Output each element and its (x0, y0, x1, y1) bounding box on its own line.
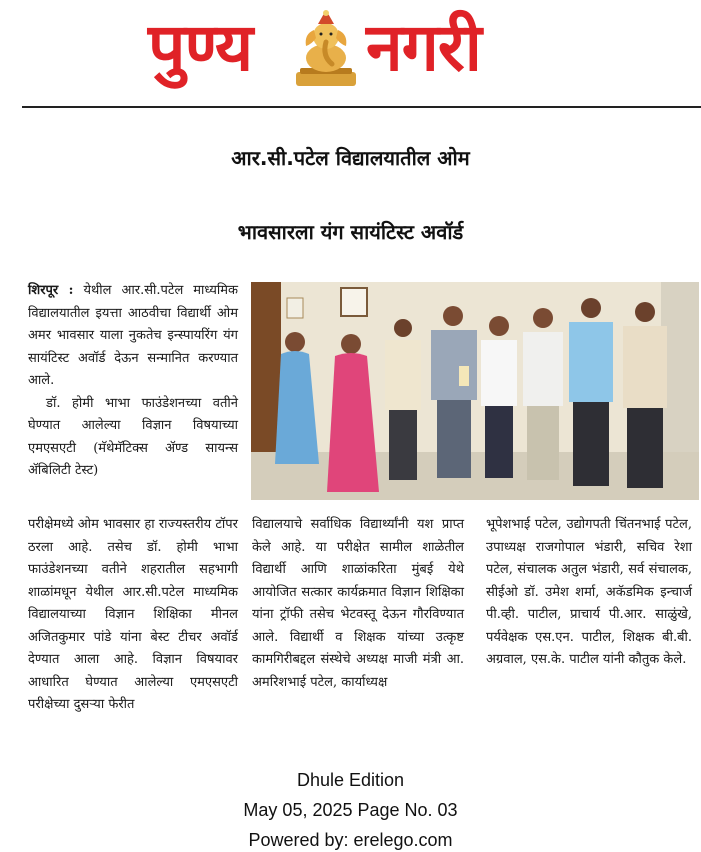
footer-edition: Dhule Edition (296, 770, 405, 790)
masthead-left-word: पुण्य (148, 9, 253, 86)
article-paragraph-2: डॉ. होमी भाभा फाउंडेशनच्या वतीने घेण्यात आलेल्या विज्ञान विषयाच्या एमएसएटी (मॅथेमॅटिक्स ॲण्ड सायन्स ॲबिलिटी टेस्ट) (28, 395, 238, 478)
group-photo-icon (251, 282, 699, 500)
article-column-2: विद्यालयाचे सर्वाधिक विद्यार्थ्यांनी यश प्राप्त केले आहे. या परीक्षेत सामील शाळेतील विद्यार्थी आणि शाळांकरिता मुंबई येथे आयोजित सत्कार कार्यक्रमात विज्ञान शिक्षिका यांना ट्रॉफी तसेच भेटवस्तू देऊन गौरविण्यात आले. विद्यार्थी व शिक्षक यांच्या उत्कृष्ट कामगिरीबद्दल संस्थेचे अध्यक्ष माजी मंत्री आ. अमरिशभाई पटेल, कार्याध्यक्ष (252, 517, 464, 690)
masthead-rule (22, 106, 701, 108)
article-intro-text: येथील आर.सी.पटेल माध्यमिक विद्यालयातील इयत्ता आठवीचा विद्यार्थी ओम अमर भावसार याला नुकतेच इन्स्पायरिंग यंग सायंटिस्ट अवॉर्ड देऊन सन्मानित करण्यात आले. (28, 283, 238, 388)
footer-date-page: May 05, 2025 Page No. 03 (243, 800, 458, 820)
masthead-right-word: नगरी (366, 9, 481, 86)
article-column-1-top (28, 280, 238, 483)
article-column-3: भूपेशभाई पटेल, उद्योगपती चिंतनभाई पटेल, उपाध्यक्ष राजगोपाल भंडारी, सचिव रेशा पटेल, संचालक अतुल भंडारी, सर्व संचालक, सीईओ डॉ. उमेश शर्मा, अकॅडमिक इन्चार्ज पी.व्ही. पाटील, प्राचार्य पी.आर. साळुंखे, पर्यवेक्षक एस.एन. पाटील, शिक्षक बी.बी. अग्रवाल, एस.के. पाटील यांनी कौतुक केले. (486, 517, 692, 667)
headline-line-1: आर.सी.पटेल विद्यालयातील ओम (231, 146, 470, 170)
article-photo (251, 282, 699, 500)
ganesha-icon (290, 8, 362, 90)
article-dateline: शिरपूर : (28, 283, 74, 298)
masthead (0, 0, 701, 110)
article-column-1-bottom: परीक्षेमध्ये ओम भावसार हा राज्यस्तरीय टॉपर ठरला आहे. तसेच डॉ. होमी भाभा फाउंडेशनच्या वतीने शहरातील सहभागी शाळांमधून येथील आर.सी.पटेल माध्यमिक विद्यालयाच्या विज्ञान शिक्षिका मीनल अजितकुमार पांडे यांना बेस्ट टीचर अवॉर्ड देण्यात आला आहे. विज्ञान विषयावर आधारित घेण्यात आलेल्या एमएसएटी परीक्षेच्या दुसऱ्या फेरीत (28, 517, 238, 712)
footer-powered-by: Powered by: erelego.com (248, 830, 453, 850)
article-intro-paragraph (28, 280, 238, 393)
headline-line-2: भावसारला यंग सायंटिस्ट अवॉर्ड (237, 220, 464, 244)
